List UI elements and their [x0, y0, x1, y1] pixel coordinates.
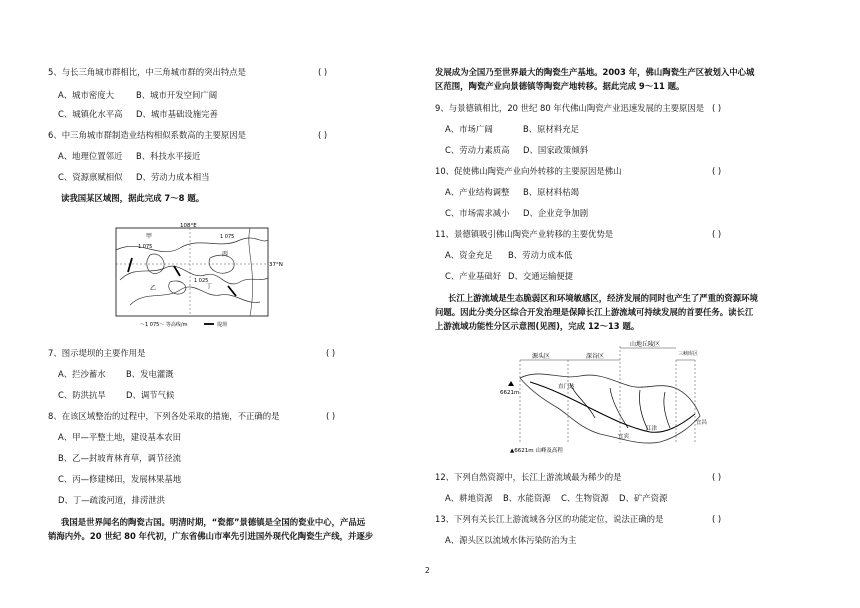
- q12-stem: 12、下列自然资源中，长江上游流域最为稀少的是: [435, 472, 622, 482]
- q9-option-c: C、劳动力素质高: [445, 145, 510, 155]
- passage-line-7: 上游流域功能性分区示意图(见图)，完成 12～13 题。: [435, 321, 640, 331]
- q12-option-a: A、耕地资源: [445, 493, 493, 503]
- q12-option-d: D、矿产资源: [619, 493, 668, 503]
- map1-contour-c: 1 025: [194, 278, 209, 284]
- intro-7-8: 读我国某区域图，据此完成 7～8 题。: [61, 193, 205, 203]
- q13-paren: ( ): [712, 514, 722, 524]
- q10-option-b: B、原材料枯竭: [523, 187, 579, 197]
- map1-label-jia: 甲: [146, 233, 153, 240]
- q8-paren: ( ): [326, 411, 336, 421]
- q8-option-b: B、乙—封坡育林育草，调节径流: [58, 453, 181, 463]
- q11-paren: ( ): [712, 229, 722, 239]
- q9-paren: ( ): [712, 103, 722, 113]
- q12-paren: ( ): [712, 472, 722, 482]
- map1-legend-dam: 堤坝: [217, 322, 228, 328]
- q8-option-d: D、丁—疏浚河道，排涝泄洪: [58, 495, 165, 505]
- map2-zone-gorge: 深谷区: [586, 353, 605, 360]
- map1-label-bing: 丙: [222, 251, 229, 258]
- q11-option-a: A、资金充足: [445, 250, 493, 260]
- q9-option-b: B、原材料充足: [523, 124, 579, 134]
- map2-zone-source: 源头区: [532, 353, 551, 360]
- passage-line-2: 销海内外。20 世纪 80 年代初，广东省佛山市率先引进国外现代化陶瓷生产线，并逐步: [48, 531, 374, 541]
- q5-stem: 5、与长三角城市群相比，中三角城市群的突出特点是: [48, 67, 246, 77]
- passage-line-5: 长江上游流域是生态脆弱区和环境敏感区，经济发展的同时也产生了严重的资源环境: [448, 293, 758, 303]
- q10-paren: ( ): [712, 166, 722, 176]
- map1-lon: 108°E: [180, 223, 197, 229]
- q5-option-a: A、城市密度大: [58, 90, 114, 100]
- q11-option-d: D、交通运输便捷: [508, 271, 574, 281]
- q13-option-a: A、源头区以流域水体污染防治为主: [445, 535, 577, 545]
- q10-stem: 10、促使佛山陶瓷产业向外转移的主要原因是佛山: [435, 166, 622, 176]
- map1-label-yi: 乙: [150, 285, 157, 292]
- q5-option-d: D、城市基础设施完善: [136, 109, 218, 119]
- q10-option-d: D、企业竞争加剧: [523, 208, 589, 218]
- q12-option-c: C、生物资源: [561, 493, 609, 503]
- q5-option-c: C、城镇化水平高: [58, 109, 123, 119]
- map1-contour-a: 1 075: [220, 234, 235, 240]
- q9-option-a: A、市场广阔: [445, 124, 493, 134]
- map2-zhimenda: 直门达: [558, 384, 575, 390]
- q10-option-c: C、市场需求减小: [445, 208, 510, 218]
- q7-paren: ( ): [326, 348, 336, 358]
- q6-option-c: C、资源禀赋相似: [58, 172, 123, 182]
- q7-option-b: B、发电灌溉: [126, 369, 174, 379]
- map2-zone-threegorges: 三峡库区: [678, 351, 699, 357]
- q13-stem: 13、下列有关长江上游流域各分区的功能定位，说法正确的是: [435, 514, 664, 524]
- q8-option-a: A、甲—平整土地，建设基本农田: [58, 432, 181, 442]
- map2-jiangjin: 江津: [646, 426, 658, 432]
- region-contour-map: [110, 220, 283, 332]
- q10-option-a: A、产业结构调整: [445, 187, 510, 197]
- map1-legend-contour: ～1 075～ 等高线/m: [140, 322, 188, 328]
- q7-option-d: D、调节气候: [126, 390, 175, 400]
- passage-line-6: 问题。因此分类分区综合开发治理是保障长江上游流域可持续发展的首要任务。读长江: [435, 307, 754, 317]
- passage-line-4: 区范围，陶瓷产业向景德镇等陶瓷产地转移。据此完成 9～11 题。: [435, 81, 685, 91]
- map2-yichang: 宜昌: [696, 420, 708, 426]
- q12-option-b: B、水能资源: [503, 493, 551, 503]
- q9-stem: 9、与景德镇相比，20 世纪 80 年代佛山陶瓷产业迅速发展的主要原因是: [435, 103, 705, 113]
- q6-option-b: B、科技水平接近: [136, 151, 201, 161]
- q11-stem: 11、景德镇吸引佛山陶瓷产业转移的主要优势是: [435, 229, 614, 239]
- q6-option-d: D、劳动力成本相当: [136, 172, 210, 182]
- map2-yibin: 宜宾: [618, 434, 630, 440]
- map1-contour-b: 1 075: [138, 244, 153, 250]
- passage-line-1: 我国是世界闻名的陶瓷古国。明清时期，“瓷都”景德镇是全国的瓷业中心，产品远: [61, 517, 366, 527]
- q6-stem: 6、中三角城市群制造业结构相似系数高的主要原因是: [48, 130, 246, 140]
- q7-stem: 7、图示堤坝的主要作用是: [48, 348, 146, 358]
- q7-option-c: C、防洪抗旱: [58, 390, 106, 400]
- map1-label-ding: 丁: [206, 283, 213, 290]
- q11-option-c: C、产业基础好: [445, 271, 502, 281]
- map1-lat: 37°N: [269, 262, 283, 268]
- yangtze-upper-zoning-map: [500, 338, 720, 456]
- map2-peak-elev: 6621m: [500, 390, 520, 396]
- map2-zone-hills: 山地丘陵区: [630, 341, 661, 348]
- q11-option-b: B、劳动力成本低: [508, 250, 573, 260]
- q8-stem: 8、在该区域整治的过程中，下列各处采取的措施，不正确的是: [48, 411, 280, 421]
- q9-option-d: D、国家政策倾斜: [523, 145, 589, 155]
- q5-option-b: B、城市开发空间广阔: [136, 90, 218, 100]
- q7-option-a: A、拦沙蓄水: [58, 369, 106, 379]
- q5-paren: ( ): [318, 67, 328, 77]
- q6-paren: ( ): [318, 130, 328, 140]
- q6-option-a: A、地理位置邻近: [58, 151, 123, 161]
- map2-legend: ▲6621m 山峰及高程: [510, 448, 563, 454]
- page-number: 2: [425, 566, 430, 575]
- passage-line-3: 发展成为全国乃至世界最大的陶瓷生产基地。2003 年，佛山陶瓷生产区被划入中心城: [435, 67, 755, 77]
- q8-option-c: C、丙—修建梯田，发展林果基地: [58, 474, 182, 484]
